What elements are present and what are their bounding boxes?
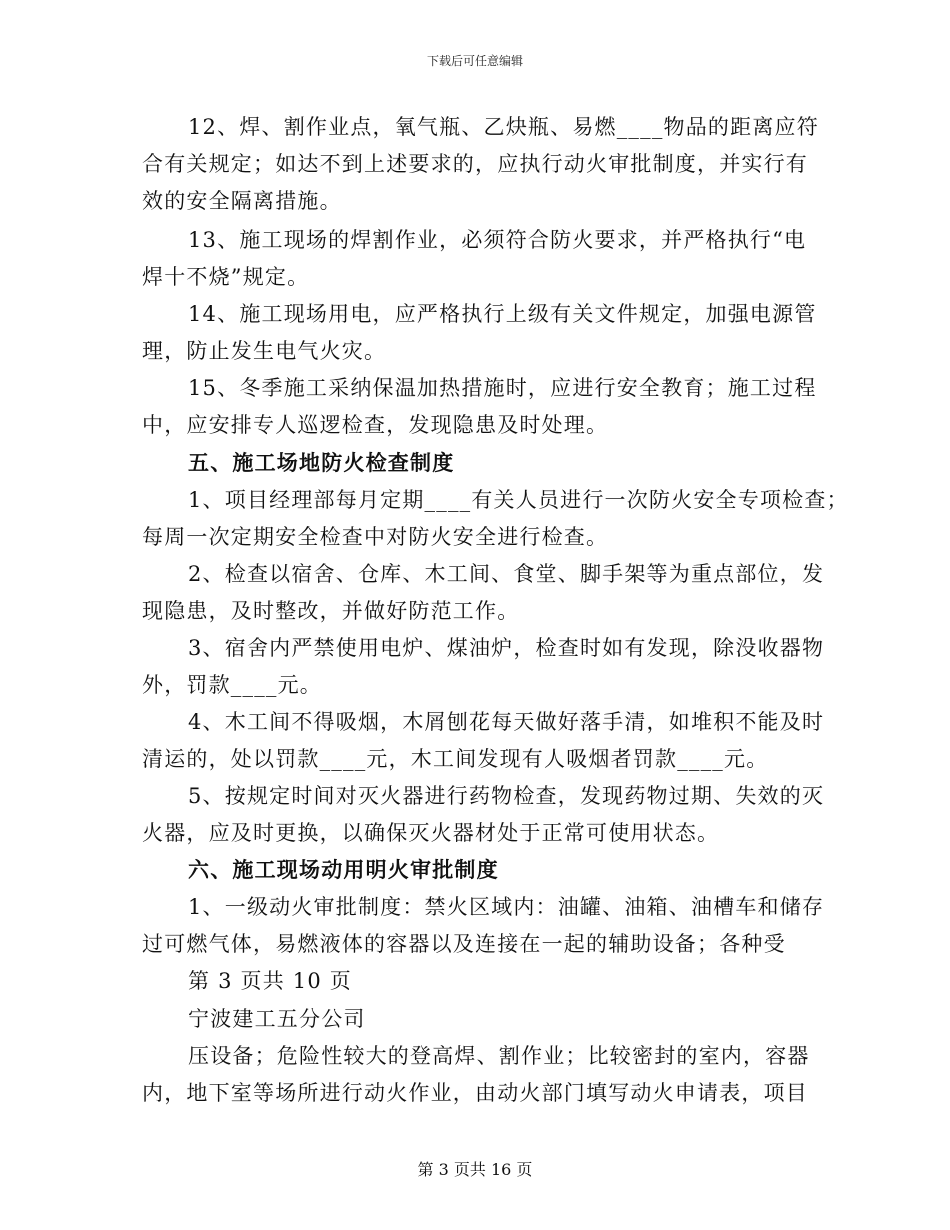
sec5-item-1-line-2: 每周一次定期安全检查中对防火安全进行检查。 bbox=[142, 525, 609, 549]
sec5-item-4-line-1: 4、木工间不得吸烟，木屑刨花每天做好落手清，如堆积不能及时 bbox=[188, 710, 825, 734]
sec5-item-3-line-1: 3、宿舍内严禁使用电炉、煤油炉，检查时如有发现，除没收器物 bbox=[188, 636, 825, 660]
para-14-line-1: 14、施工现场用电，应严格执行上级有关文件规定，加强电源管 bbox=[188, 302, 817, 326]
para-15-line-1: 15、冬季施工采纳保温加热措施时，应进行安全教育；施工过程 bbox=[188, 376, 817, 400]
sec5-item-5-line-2: 火器，应及时更换，以确保灭火器材处于正常可使用状态。 bbox=[142, 821, 720, 845]
sec6-item-1-line-3: 压设备；危险性较大的登高焊、割作业；比较密封的室内，容器 bbox=[188, 1044, 810, 1068]
sec5-item-4-line-2: 清运的，处以罚款____元，木工间发现有人吸烟者罚款____元。 bbox=[142, 747, 769, 771]
sec5-item-5-line-1: 5、按规定时间对灭火器进行药物检查，发现药物过期、失效的灭 bbox=[188, 784, 825, 808]
section-5-heading: 五、施工场地防火检查制度 bbox=[188, 450, 455, 475]
sec5-item-2-line-2: 现隐患，及时整改，并做好防范工作。 bbox=[142, 599, 520, 623]
sec5-item-2-line-1: 2、检查以宿舍、仓库、木工间、食堂、脚手架等为重点部位，发 bbox=[188, 562, 825, 586]
company-name: 宁波建工五分公司 bbox=[188, 1007, 366, 1031]
section-6-heading: 六、施工现场动用明火审批制度 bbox=[188, 857, 499, 882]
page-header: 下载后可任意编辑 bbox=[426, 54, 523, 68]
para-12-line-3: 效的安全隔离措施。 bbox=[142, 189, 342, 213]
page-footer: 第 3 页共 16 页 bbox=[417, 1160, 533, 1179]
inner-page-number: 第 3 页共 10 页 bbox=[188, 969, 352, 993]
sec5-item-3-line-2: 外，罚款____元。 bbox=[142, 673, 322, 697]
sec6-item-1-line-1: 1、一级动火审批制度：禁火区域内：油罐、油箱、油槽车和储存 bbox=[188, 895, 825, 919]
para-12-line-2: 合有关规定；如达不到上述要求的，应执行动火审批制度，并实行有 bbox=[142, 152, 808, 176]
sec6-item-1-line-2: 过可燃气体，易燃液体的容器以及连接在一起的辅助设备；各种受 bbox=[142, 932, 786, 956]
sec5-item-1-line-1: 1、项目经理部每月定期____有关人员进行一次防火安全专项检查； bbox=[188, 488, 849, 512]
para-13-line-2: 焊十不烧”规定。 bbox=[142, 265, 310, 289]
para-13-line-1: 13、施工现场的焊割作业，必须符合防火要求，并严格执行“电 bbox=[188, 228, 807, 252]
para-12-line-1: 12、焊、割作业点，氧气瓶、乙炔瓶、易燃____物品的距离应符 bbox=[188, 115, 819, 139]
para-14-line-2: 理，防止发生电气火灾。 bbox=[142, 339, 387, 363]
para-15-line-2: 中，应安排专人巡逻检查，发现隐患及时处理。 bbox=[142, 413, 609, 437]
sec6-item-1-line-4: 内，地下室等场所进行动火作业，由动火部门填写动火申请表，项目 bbox=[142, 1081, 808, 1105]
